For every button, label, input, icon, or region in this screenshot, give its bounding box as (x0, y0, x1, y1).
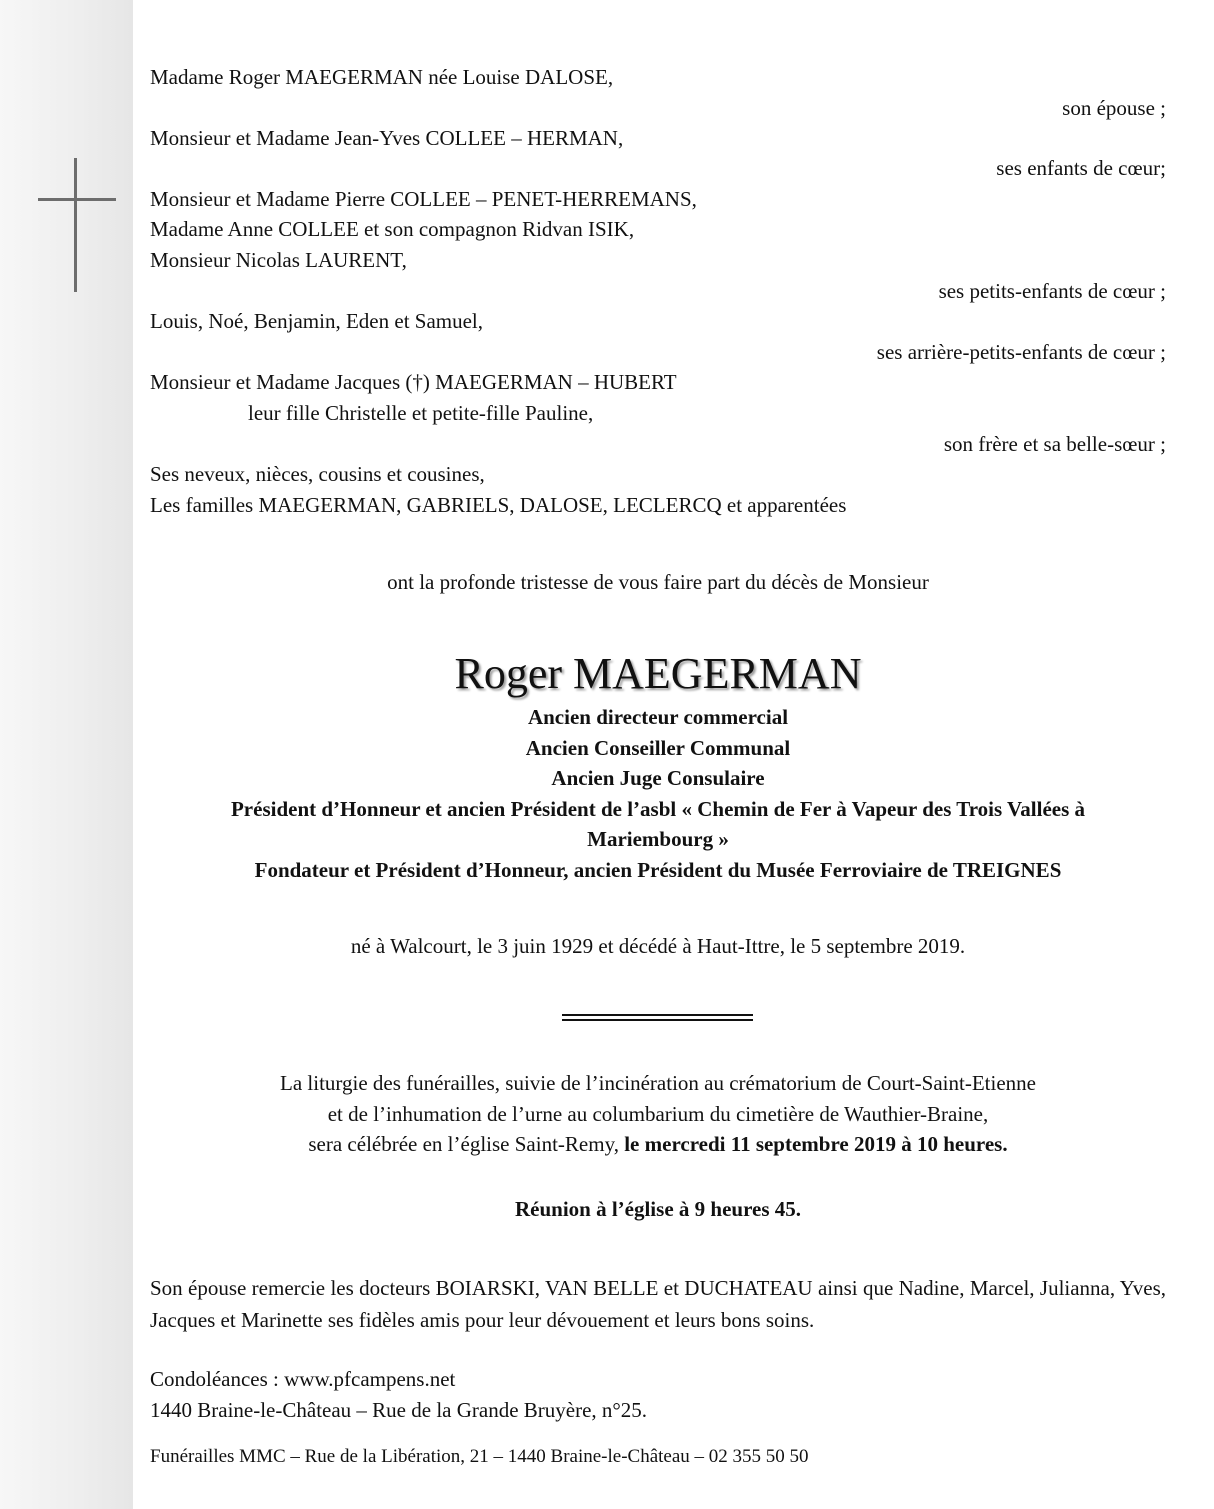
divider-bottom (562, 1019, 753, 1021)
ceremony-date: le mercredi 11 septembre 2019 à 10 heures. (624, 1132, 1008, 1156)
thanks-paragraph: Son épouse remercie les docteurs BOIARSKI, VAN BELLE et DUCHATEAU ainsi que Nadine, Marcel, Julianna, Yves, Jacques et Marinette ses fidèles amis pour leur dévouement et leurs bons soins. (150, 1276, 1166, 1332)
deceased-name: Roger MAEGERMAN (454, 649, 862, 698)
ceremony-line-2: et de l’inhumation de l’urne au columbarium du cimetière de Wauthier-Braine, (327, 1102, 989, 1126)
condolences-website: Condoléances : www.pfcampens.net (150, 1367, 456, 1391)
ceremony-place: sera célébrée en l’église Saint-Remy, (308, 1132, 625, 1156)
family-relation-2: ses enfants de cœur; (996, 156, 1166, 180)
title-line: Président d’Honneur et ancien Président de l’asbl « Chemin de Fer à Vapeur des Trois Vallées à (230, 797, 1086, 821)
family-relation-3: ses petits-enfants de cœur ; (938, 279, 1166, 303)
family-line-4: Madame Anne COLLEE et son compagnon Ridvan ISIK, (150, 217, 635, 241)
meeting-time: Réunion à l’église à 9 heures 45. (514, 1197, 802, 1221)
title-line: Fondateur et Président d’Honneur, ancien Président du Musée Ferroviaire de TREIGNES (254, 858, 1062, 882)
ceremony-line-1: La liturgie des funérailles, suivie de l’incinération au crématorium de Court-Saint-Etienne (280, 1071, 1036, 1095)
family-line-8: leur fille Christelle et petite-fille Pauline, (248, 401, 594, 425)
family-relation-1: son épouse ; (1062, 96, 1166, 120)
family-line-7: Monsieur et Madame Jacques (†) MAEGERMAN – HUBERT (150, 370, 677, 394)
title-line: Ancien Juge Consulaire (551, 766, 765, 790)
title-line: Ancien Conseiller Communal (525, 736, 791, 760)
title-line: Ancien directeur commercial (527, 705, 789, 729)
birth-death-dates: né à Walcourt, le 3 juin 1929 et décédé à Haut-Ittre, le 5 septembre 2019. (350, 934, 966, 958)
family-line-10: Les familles MAEGERMAN, GABRIELS, DALOSE, LECLERCQ et apparentées (150, 493, 847, 517)
family-relation-4: ses arrière-petits-enfants de cœur ; (876, 340, 1166, 364)
family-line-2: Monsieur et Madame Jean-Yves COLLEE – HERMAN, (150, 126, 624, 150)
family-relation-5: son frère et sa belle-sœur ; (943, 432, 1166, 456)
left-margin-band (0, 0, 133, 1509)
family-line-5: Monsieur Nicolas LAURENT, (150, 248, 407, 272)
family-line-6: Louis, Noé, Benjamin, Eden et Samuel, (150, 309, 484, 333)
announcement: ont la profonde tristesse de vous faire part du décès de Monsieur (387, 570, 929, 594)
funeral-home-footer: Funérailles MMC – Rue de la Libération, 21 – 1440 Braine-le-Château – 02 355 50 50 (150, 1446, 809, 1467)
divider-top (562, 1014, 753, 1016)
cross-icon (38, 158, 116, 292)
family-line-9: Ses neveux, nièces, cousins et cousines, (150, 462, 485, 486)
condolences-address: 1440 Braine-le-Château – Rue de la Grande Bruyère, n°25. (150, 1398, 648, 1422)
title-line: Mariembourg » (587, 827, 729, 851)
family-line-1: Madame Roger MAEGERMAN née Louise DALOSE, (150, 65, 614, 89)
ceremony-line-3 (150, 1131, 1166, 1157)
family-line-3: Monsieur et Madame Pierre COLLEE – PENET-HERREMANS, (150, 187, 697, 211)
